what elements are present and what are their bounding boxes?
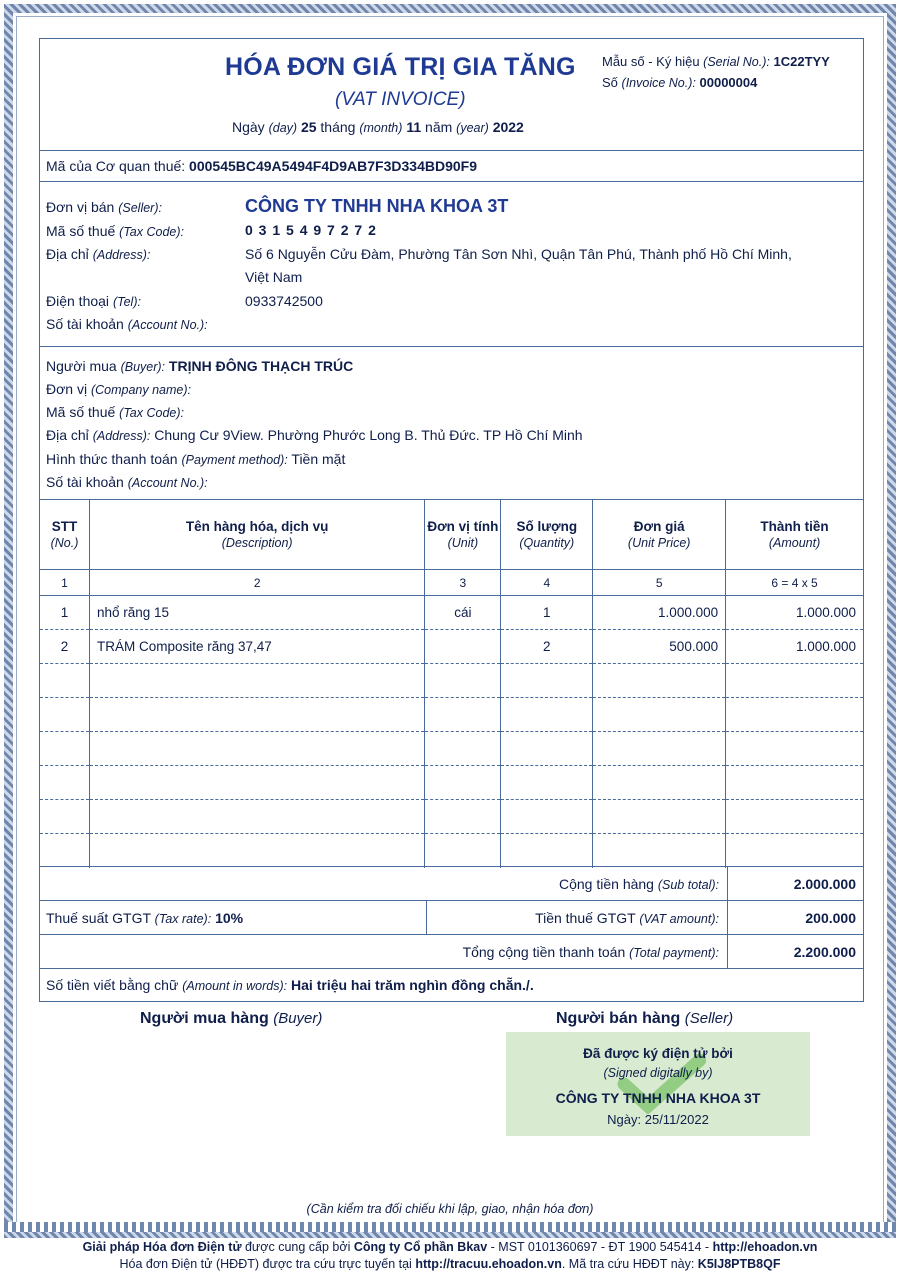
- table-row-empty: [40, 664, 864, 698]
- col-header-amount: Thành tiền (Amount): [726, 500, 864, 570]
- seller-tel: 0933742500: [245, 293, 323, 309]
- seller-section: [39, 181, 864, 346]
- divider: [727, 901, 728, 934]
- invoice-number: Số (Invoice No.): 00000004: [602, 75, 758, 90]
- bottom-border-strip: [4, 1222, 896, 1232]
- table-row-empty: [40, 766, 864, 800]
- subtotal-value: 2.000.000: [793, 876, 856, 892]
- ehoadon-link[interactable]: http://ehoadon.vn: [712, 1240, 818, 1254]
- row-no: 2: [40, 630, 90, 664]
- total-value: 2.200.000: [793, 944, 856, 960]
- digital-signature-stamp: [506, 1032, 810, 1136]
- col-number: 2: [89, 570, 424, 596]
- col-number: 5: [593, 570, 726, 596]
- invoice-date: Ngày (day) 25 tháng (month) 11 năm (year) 2022: [232, 119, 524, 135]
- seller-name-label: Đơn vị bán (Seller):: [46, 199, 162, 215]
- seller-name: CÔNG TY TNHH NHA KHOA 3T: [245, 196, 509, 216]
- footer-provider: Giải pháp Hóa đơn Điện tử được cung cấp bởi Công ty Cổ phần Bkav - MST 0101360697 - ĐT 1900 545414 - http://ehoadon.vn: [82, 1240, 818, 1254]
- invoice-subtitle: (VAT INVOICE): [335, 89, 466, 110]
- table-row: [40, 630, 864, 664]
- seller-tel-label: Điện thoại (Tel):: [46, 293, 141, 309]
- row-description: TRÁM Composite răng 37,47: [89, 630, 424, 664]
- divider: [426, 901, 427, 934]
- vat-amount-label: Tiền thuế GTGT (VAT amount):: [535, 910, 719, 926]
- row-amount: 1.000.000: [726, 630, 864, 664]
- seller-signature-heading: Người bán hàng (Seller): [556, 1010, 734, 1027]
- invoice-title: HÓA ĐƠN GIÁ TRỊ GIA TĂNG: [225, 53, 576, 81]
- tax-rate: Thuế suất GTGT (Tax rate): 10%: [46, 910, 244, 926]
- buyer-tax: Mã số thuế (Tax Code):: [46, 404, 184, 420]
- col-header-unit-price: Đơn giá (Unit Price): [593, 500, 726, 570]
- seller-address-line2: Việt Nam: [245, 269, 303, 285]
- divider: [727, 867, 728, 900]
- signed-label-en: (Signed digitally by): [603, 1066, 713, 1080]
- table-row-empty: [40, 698, 864, 732]
- col-header-quantity: Số lượng (Quantity): [501, 500, 593, 570]
- verification-note: (Cần kiểm tra đối chiếu khi lập, giao, nhận hóa đơn): [306, 1202, 594, 1216]
- vat-row: [39, 900, 864, 934]
- table-row-empty: [40, 800, 864, 834]
- buyer-section: [39, 346, 864, 499]
- table-row: [40, 596, 864, 630]
- seller-address-label: Địa chỉ (Address):: [46, 246, 151, 262]
- items-table: [39, 499, 864, 868]
- tax-authority-code: Mã của Cơ quan thuế: 000545BC49A5494F4D9AB7F3D334BD90F9: [39, 150, 864, 181]
- amount-in-words: Số tiền viết bằng chữ (Amount in words): Hai triệu hai trăm nghìn đồng chẵn./.: [39, 968, 864, 1002]
- buyer-payment: Hình thức thanh toán (Payment method): Tiền mặt: [46, 451, 346, 467]
- divider: [727, 935, 728, 968]
- col-number: 6 = 4 x 5: [726, 570, 864, 596]
- invoice-header: [39, 38, 864, 150]
- seller-account-label: Số tài khoản (Account No.):: [46, 316, 208, 332]
- col-header-unit: Đơn vị tính (Unit): [425, 500, 501, 570]
- signed-by: CÔNG TY TNHH NHA KHOA 3T: [555, 1090, 761, 1106]
- signed-label: Đã được ký điện tử bởi: [583, 1046, 733, 1061]
- buyer-account: Số tài khoản (Account No.):: [46, 474, 208, 490]
- seller-tax-code: 0 3 1 5 4 9 7 2 7 2: [245, 222, 377, 238]
- tracuu-link[interactable]: http://tracuu.ehoadon.vn: [415, 1257, 562, 1271]
- table-row-empty: [40, 834, 864, 868]
- row-unit: cái: [425, 596, 501, 630]
- buyer-address: Địa chỉ (Address): Chung Cư 9View. Phường Phước Long B. Thủ Đức. TP Hồ Chí Minh: [46, 427, 583, 443]
- col-number: 3: [425, 570, 501, 596]
- row-quantity: 2: [501, 630, 593, 664]
- row-quantity: 1: [501, 596, 593, 630]
- row-no: 1: [40, 596, 90, 630]
- row-unit-price: 500.000: [593, 630, 726, 664]
- vat-amount-value: 200.000: [805, 910, 856, 926]
- row-description: nhổ răng 15: [89, 596, 424, 630]
- table-header-row: [40, 500, 864, 570]
- seller-tax-label: Mã số thuế (Tax Code):: [46, 223, 184, 239]
- col-header-no: STT (No.): [40, 500, 90, 570]
- subtotal-label: Cộng tiền hàng (Sub total):: [559, 876, 719, 892]
- footer-lookup: Hóa đơn Điện tử (HĐĐT) được tra cứu trực tuyến tại http://tracuu.ehoadon.vn. Mã tra cứu HĐĐT này: K5IJ8PTB8QF: [119, 1257, 781, 1271]
- row-unit: [425, 630, 501, 664]
- total-label: Tổng cộng tiền thanh toán (Total payment):: [462, 944, 719, 960]
- col-header-description: Tên hàng hóa, dịch vụ (Description): [89, 500, 424, 570]
- serial-number: Mẫu số - Ký hiệu (Serial No.): 1C22TYY: [602, 54, 830, 69]
- row-unit-price: 1.000.000: [593, 596, 726, 630]
- signed-date: Ngày: 25/11/2022: [607, 1112, 709, 1127]
- buyer-signature-heading: Người mua hàng (Buyer): [140, 1010, 323, 1027]
- buyer-name: Người mua (Buyer): TRỊNH ĐÔNG THẠCH TRÚC: [46, 358, 354, 374]
- subtotal-row: [39, 866, 864, 900]
- col-number: 1: [40, 570, 90, 596]
- column-number-row: [40, 570, 864, 596]
- row-amount: 1.000.000: [726, 596, 864, 630]
- seller-address-line1: Số 6 Nguyễn Cửu Đàm, Phường Tân Sơn Nhì, Quận Tân Phú, Thành phố Hồ Chí Minh,: [245, 246, 792, 262]
- col-number: 4: [501, 570, 593, 596]
- buyer-company: Đơn vị (Company name):: [46, 381, 192, 397]
- table-row-empty: [40, 732, 864, 766]
- total-row: [39, 934, 864, 968]
